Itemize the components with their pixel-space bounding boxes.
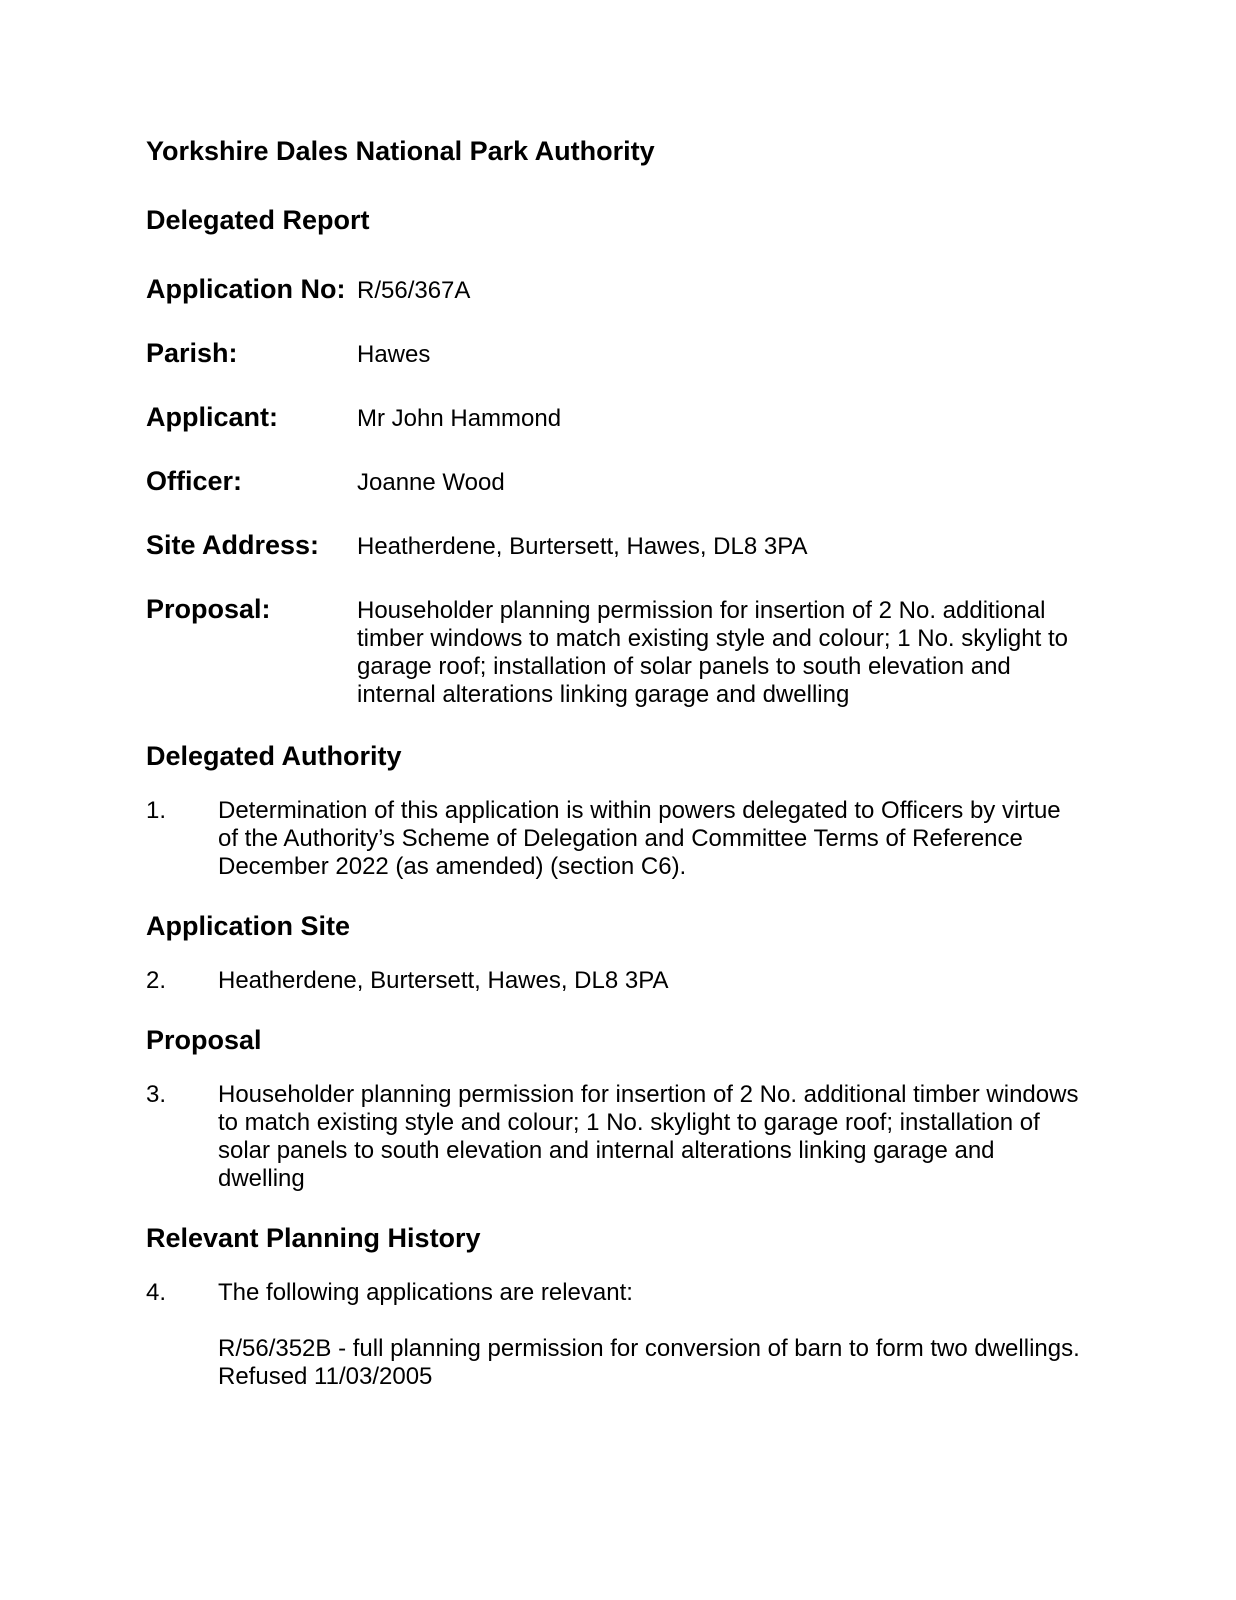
paragraph-number: 2. xyxy=(146,967,167,994)
planning-history-entry xyxy=(146,1335,1092,1391)
field-site-address-label: Site Address: xyxy=(146,530,320,560)
field-officer-label: Officer: xyxy=(146,466,243,496)
field-site-address xyxy=(146,528,1092,562)
document-subtitle: Delegated Report xyxy=(146,205,370,235)
numbered-paragraph-1 xyxy=(146,797,1092,881)
field-applicant xyxy=(146,400,1092,434)
section-heading-application-site: Application Site xyxy=(146,911,351,941)
field-proposal-label: Proposal: xyxy=(146,594,271,624)
field-officer-value: Joanne Wood xyxy=(357,469,505,496)
paragraph-text: Determination of this application is within powers delegated to Officers by virtue of the Authority’s Scheme of Delegation and Committee Terms of Reference December 2022 (as amended) (section C6). xyxy=(218,797,1061,880)
field-application-no-value: R/56/367A xyxy=(357,277,471,304)
field-officer xyxy=(146,464,1092,498)
field-application-no xyxy=(146,272,1092,306)
paragraph-number: 4. xyxy=(146,1279,167,1306)
field-parish xyxy=(146,336,1092,370)
field-proposal-value: Householder planning permission for insertion of 2 No. additional timber windows to match existing style and colour; 1 No. skylight to garage roof; installation of solar panels to south elevation and internal alterations linking garage and dwelling xyxy=(357,597,1068,708)
paragraph-text: Heatherdene, Burtersett, Hawes, DL8 3PA xyxy=(218,967,669,994)
section-heading-delegated-authority: Delegated Authority xyxy=(146,741,402,771)
planning-history-reference: R/56/352B - full planning permission for conversion of barn to form two dwellings. xyxy=(218,1335,1080,1362)
field-applicant-label: Applicant: xyxy=(146,402,278,432)
numbered-paragraph-3 xyxy=(146,1081,1092,1193)
section-heading-relevant-planning-history: Relevant Planning History xyxy=(146,1223,481,1253)
field-applicant-value: Mr John Hammond xyxy=(357,405,562,432)
numbered-paragraph-2 xyxy=(146,967,1092,995)
planning-history-entry-text xyxy=(218,1335,1083,1391)
field-site-address-value: Heatherdene, Burtersett, Hawes, DL8 3PA xyxy=(357,533,808,560)
field-parish-label: Parish: xyxy=(146,338,238,368)
paragraph-number: 1. xyxy=(146,797,167,824)
field-application-no-label: Application No: xyxy=(146,274,346,304)
planning-history-decision: Refused 11/03/2005 xyxy=(218,1363,433,1390)
paragraph-text: The following applications are relevant: xyxy=(218,1279,633,1306)
paragraph-text: Householder planning permission for insertion of 2 No. additional timber windows to match existing style and colour; 1 No. skylight to garage roof; installation of solar panels to south elevation and internal alterations linking garage and dwelling xyxy=(218,1081,1079,1192)
numbered-paragraph-4 xyxy=(146,1279,1092,1307)
field-parish-value: Hawes xyxy=(357,341,431,368)
section-heading-proposal: Proposal xyxy=(146,1025,262,1055)
field-proposal xyxy=(146,592,1092,709)
document-title: Yorkshire Dales National Park Authority xyxy=(146,136,655,166)
paragraph-number: 3. xyxy=(146,1081,167,1108)
